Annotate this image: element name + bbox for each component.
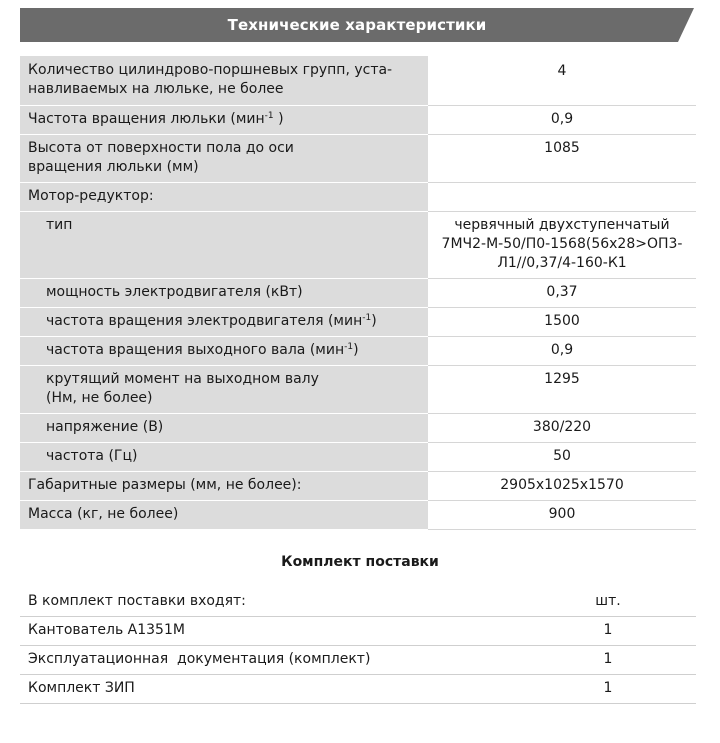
kit-row (20, 617, 696, 646)
spec-label: крутящий момент на выходном валу (Нм, не более) (20, 366, 428, 414)
spec-label-tail: ) (353, 342, 359, 358)
spec-value: червячный двухступенчатый 7МЧ2-М-50/П0-1568(56х28>ОП3- Л1//0,37/4-160-К1 (428, 212, 696, 279)
kit-item-label: Эксплуатационная документация (комплект) (20, 646, 520, 675)
spec-label-text: частота вращения выходного вала (мин (46, 342, 345, 358)
spec-label-text: Частота вращения люльки (мин (28, 111, 265, 127)
spec-label-text: частота вращения электродвигателя (мин (46, 313, 363, 329)
spec-label: Высота от поверхности пола до оси вращения люльки (мм) (20, 135, 428, 183)
spec-value: 50 (428, 443, 696, 472)
kit-item-qty: 1 (520, 646, 696, 675)
spec-label: мощность электродвигателя (кВт) (20, 279, 428, 308)
spec-value: 0,9 (428, 106, 696, 135)
spec-value: 1085 (428, 135, 696, 183)
spec-row (20, 472, 696, 501)
unit-exponent: -1 (264, 111, 274, 121)
kit-item-label: Кантователь А1351М (20, 617, 520, 646)
spec-row (20, 366, 696, 414)
spec-label: частота (Гц) (20, 443, 428, 472)
spec-label-tail: ) (273, 111, 284, 127)
kit-header-unit: шт. (520, 588, 696, 617)
spec-value: 1500 (428, 308, 696, 337)
specs-table (20, 56, 696, 530)
spec-row (20, 337, 696, 366)
unit-exponent: -1 (362, 313, 372, 323)
spec-row (20, 183, 696, 212)
unit-exponent: -1 (344, 342, 354, 352)
spec-value: 380/220 (428, 414, 696, 443)
spec-label (20, 337, 428, 366)
spec-value (428, 183, 696, 212)
spec-row (20, 414, 696, 443)
kit-item-label: Комплект ЗИП (20, 675, 520, 704)
spec-row (20, 443, 696, 472)
kit-title: Комплект поставки (281, 554, 439, 570)
kit-row (20, 675, 696, 704)
spec-row (20, 212, 696, 279)
spec-label: Количество цилиндрово-поршневых групп, уста- навливаемых на люльке, не более (20, 56, 428, 106)
spec-value: 1295 (428, 366, 696, 414)
kit-table (20, 588, 696, 704)
kit-row (20, 646, 696, 675)
spec-row (20, 56, 696, 106)
spec-label (20, 106, 428, 135)
spec-row (20, 135, 696, 183)
spec-label: Мотор-редуктор: (20, 183, 428, 212)
kit-item-qty: 1 (520, 617, 696, 646)
spec-row (20, 308, 696, 337)
spec-label: Масса (кг, не более) (20, 501, 428, 530)
spec-value: 900 (428, 501, 696, 530)
section-banner (20, 8, 694, 42)
kit-header-label: В комплект поставки входят: (20, 588, 520, 617)
spec-label: тип (20, 212, 428, 279)
spec-value: 0,37 (428, 279, 696, 308)
spec-row (20, 501, 696, 530)
kit-header-row (20, 588, 696, 617)
spec-row (20, 279, 696, 308)
spec-label: Габаритные размеры (мм, не более): (20, 472, 428, 501)
spec-value: 4 (428, 56, 696, 106)
spec-value: 2905х1025х1570 (428, 472, 696, 501)
section-title: Технические характеристики (227, 16, 487, 34)
spec-row (20, 106, 696, 135)
spec-label: напряжение (В) (20, 414, 428, 443)
kit-item-qty: 1 (520, 675, 696, 704)
spec-label (20, 308, 428, 337)
spec-value: 0,9 (428, 337, 696, 366)
spec-label-tail: ) (371, 313, 377, 329)
